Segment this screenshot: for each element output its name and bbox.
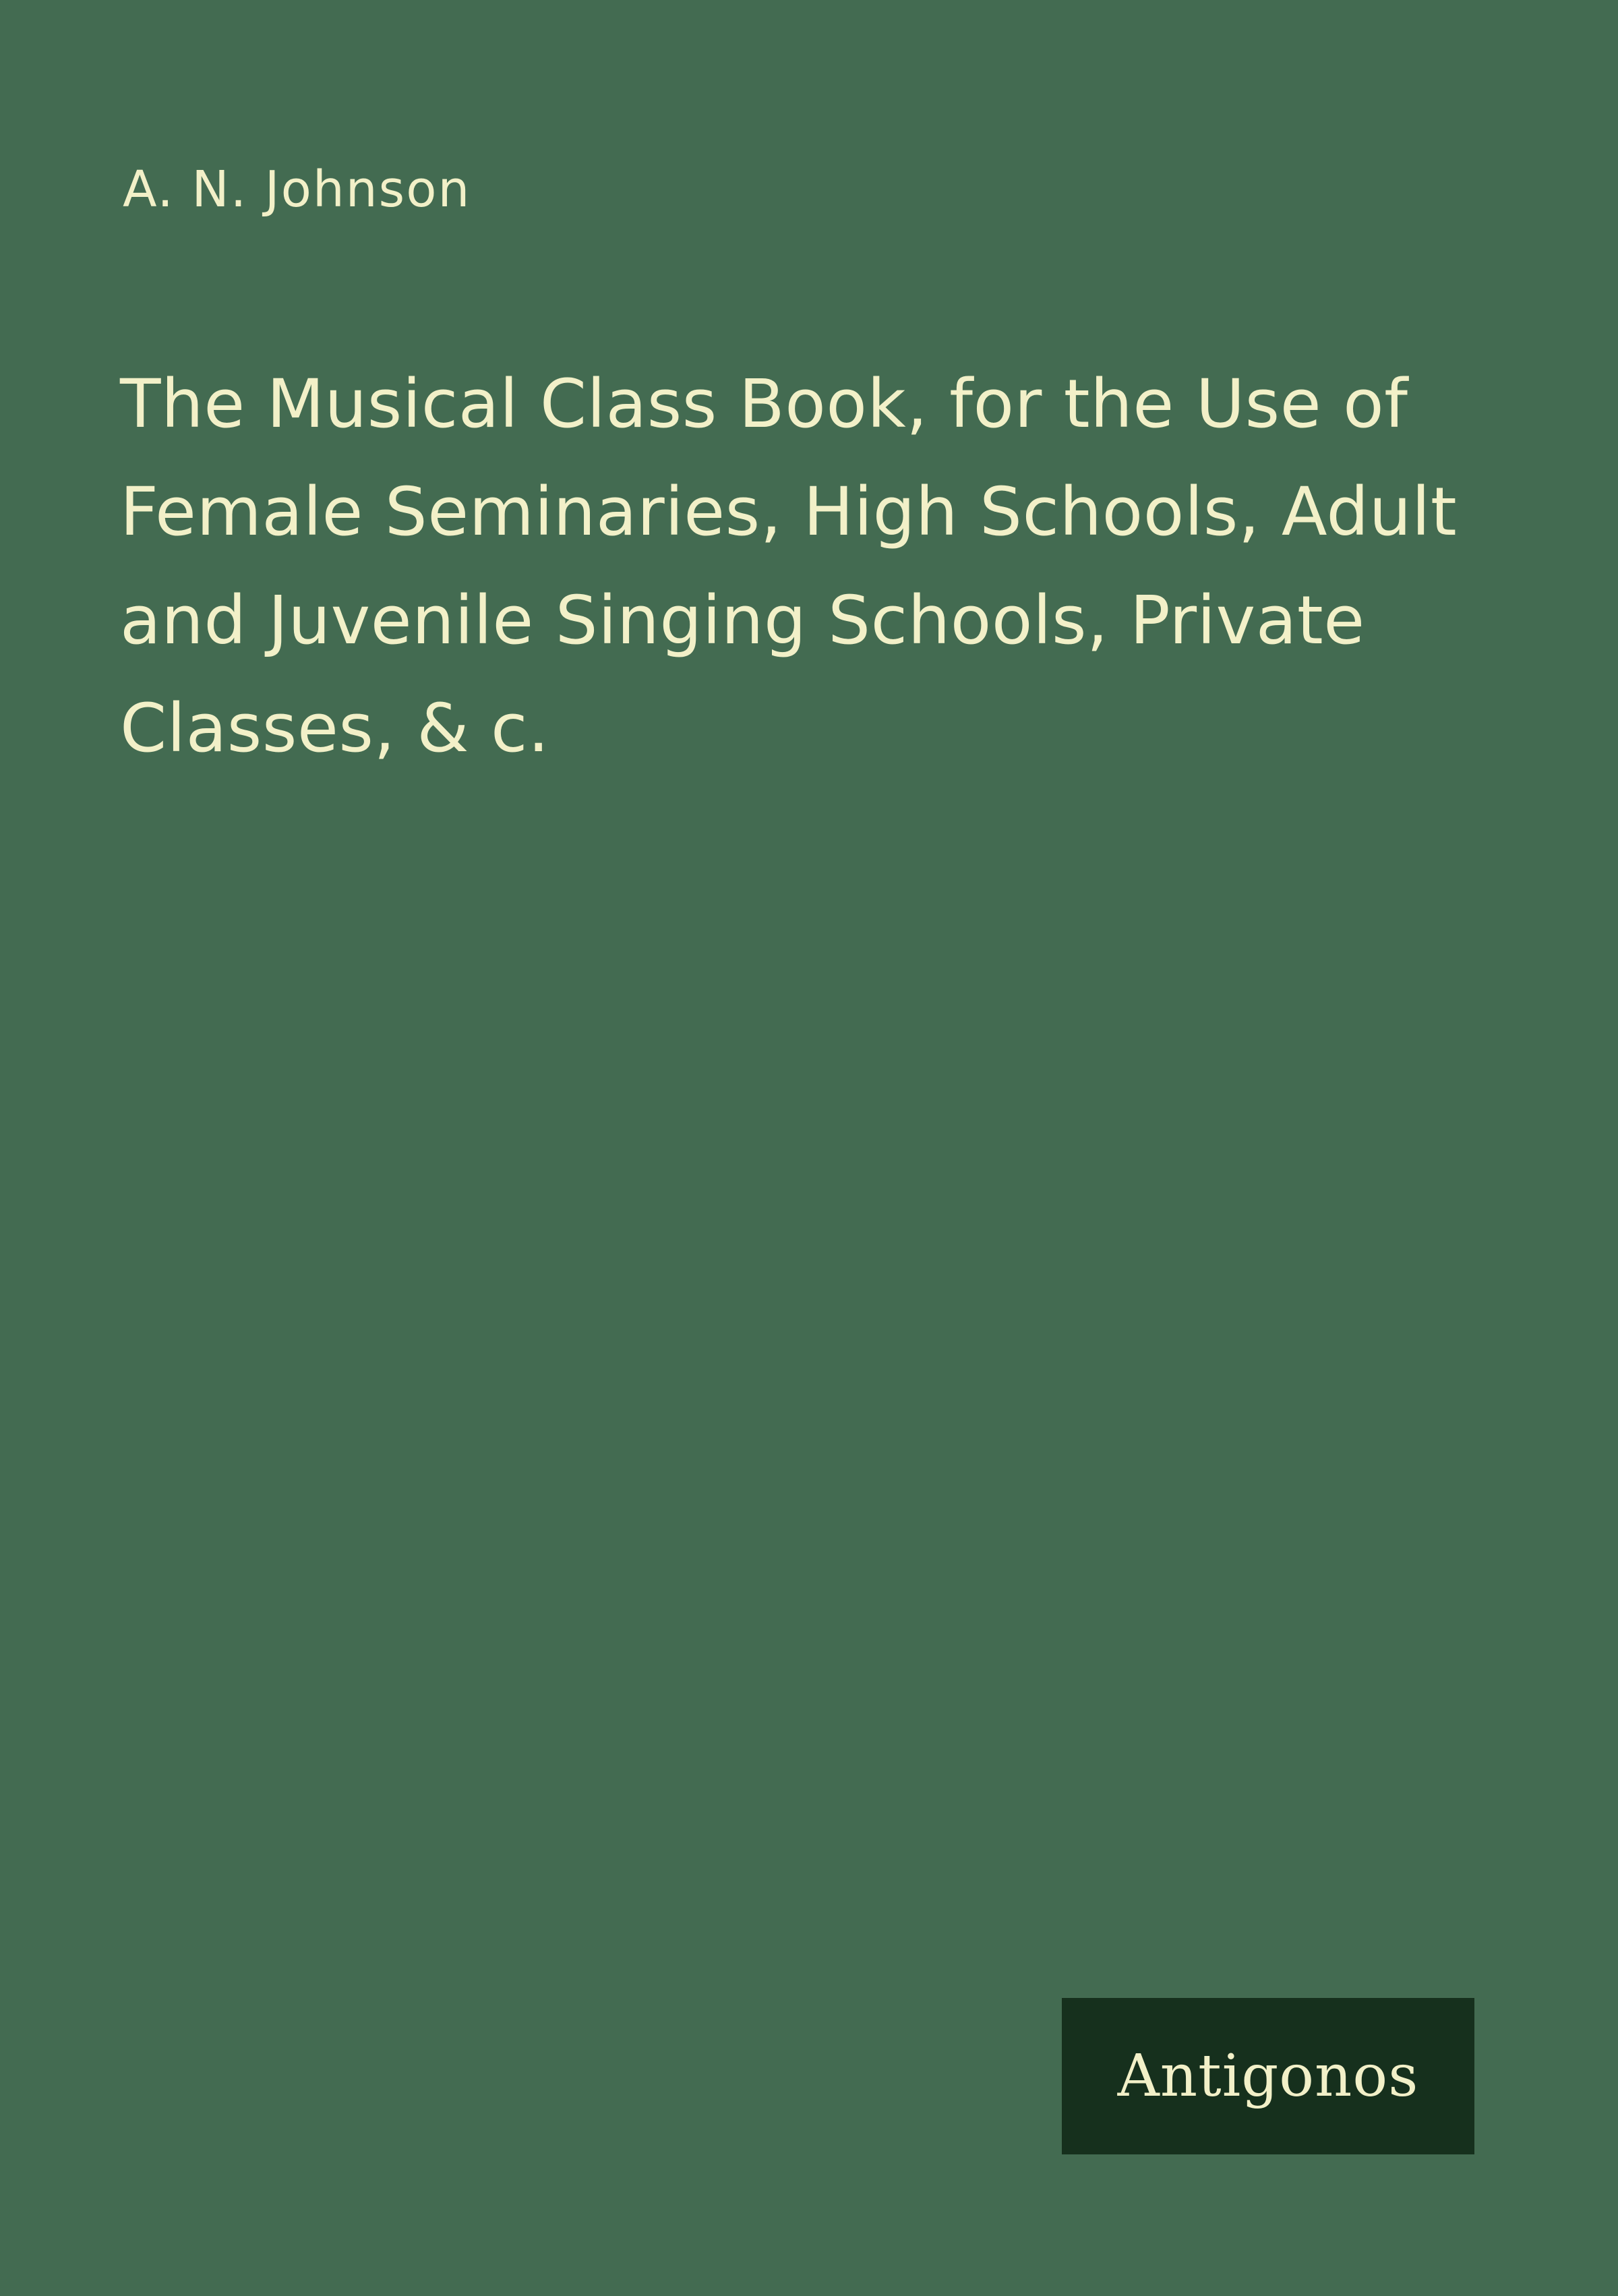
publisher-name: Antigonos bbox=[1117, 2042, 1419, 2110]
author-name: A. N. Johnson bbox=[123, 160, 471, 218]
publisher-badge bbox=[1062, 1998, 1474, 2154]
book-title: The Musical Class Book, for the Use of Female Seminaries, High Schools, Adult and Juvenile Singing Schools, Private Classes, & c. bbox=[120, 365, 1458, 768]
